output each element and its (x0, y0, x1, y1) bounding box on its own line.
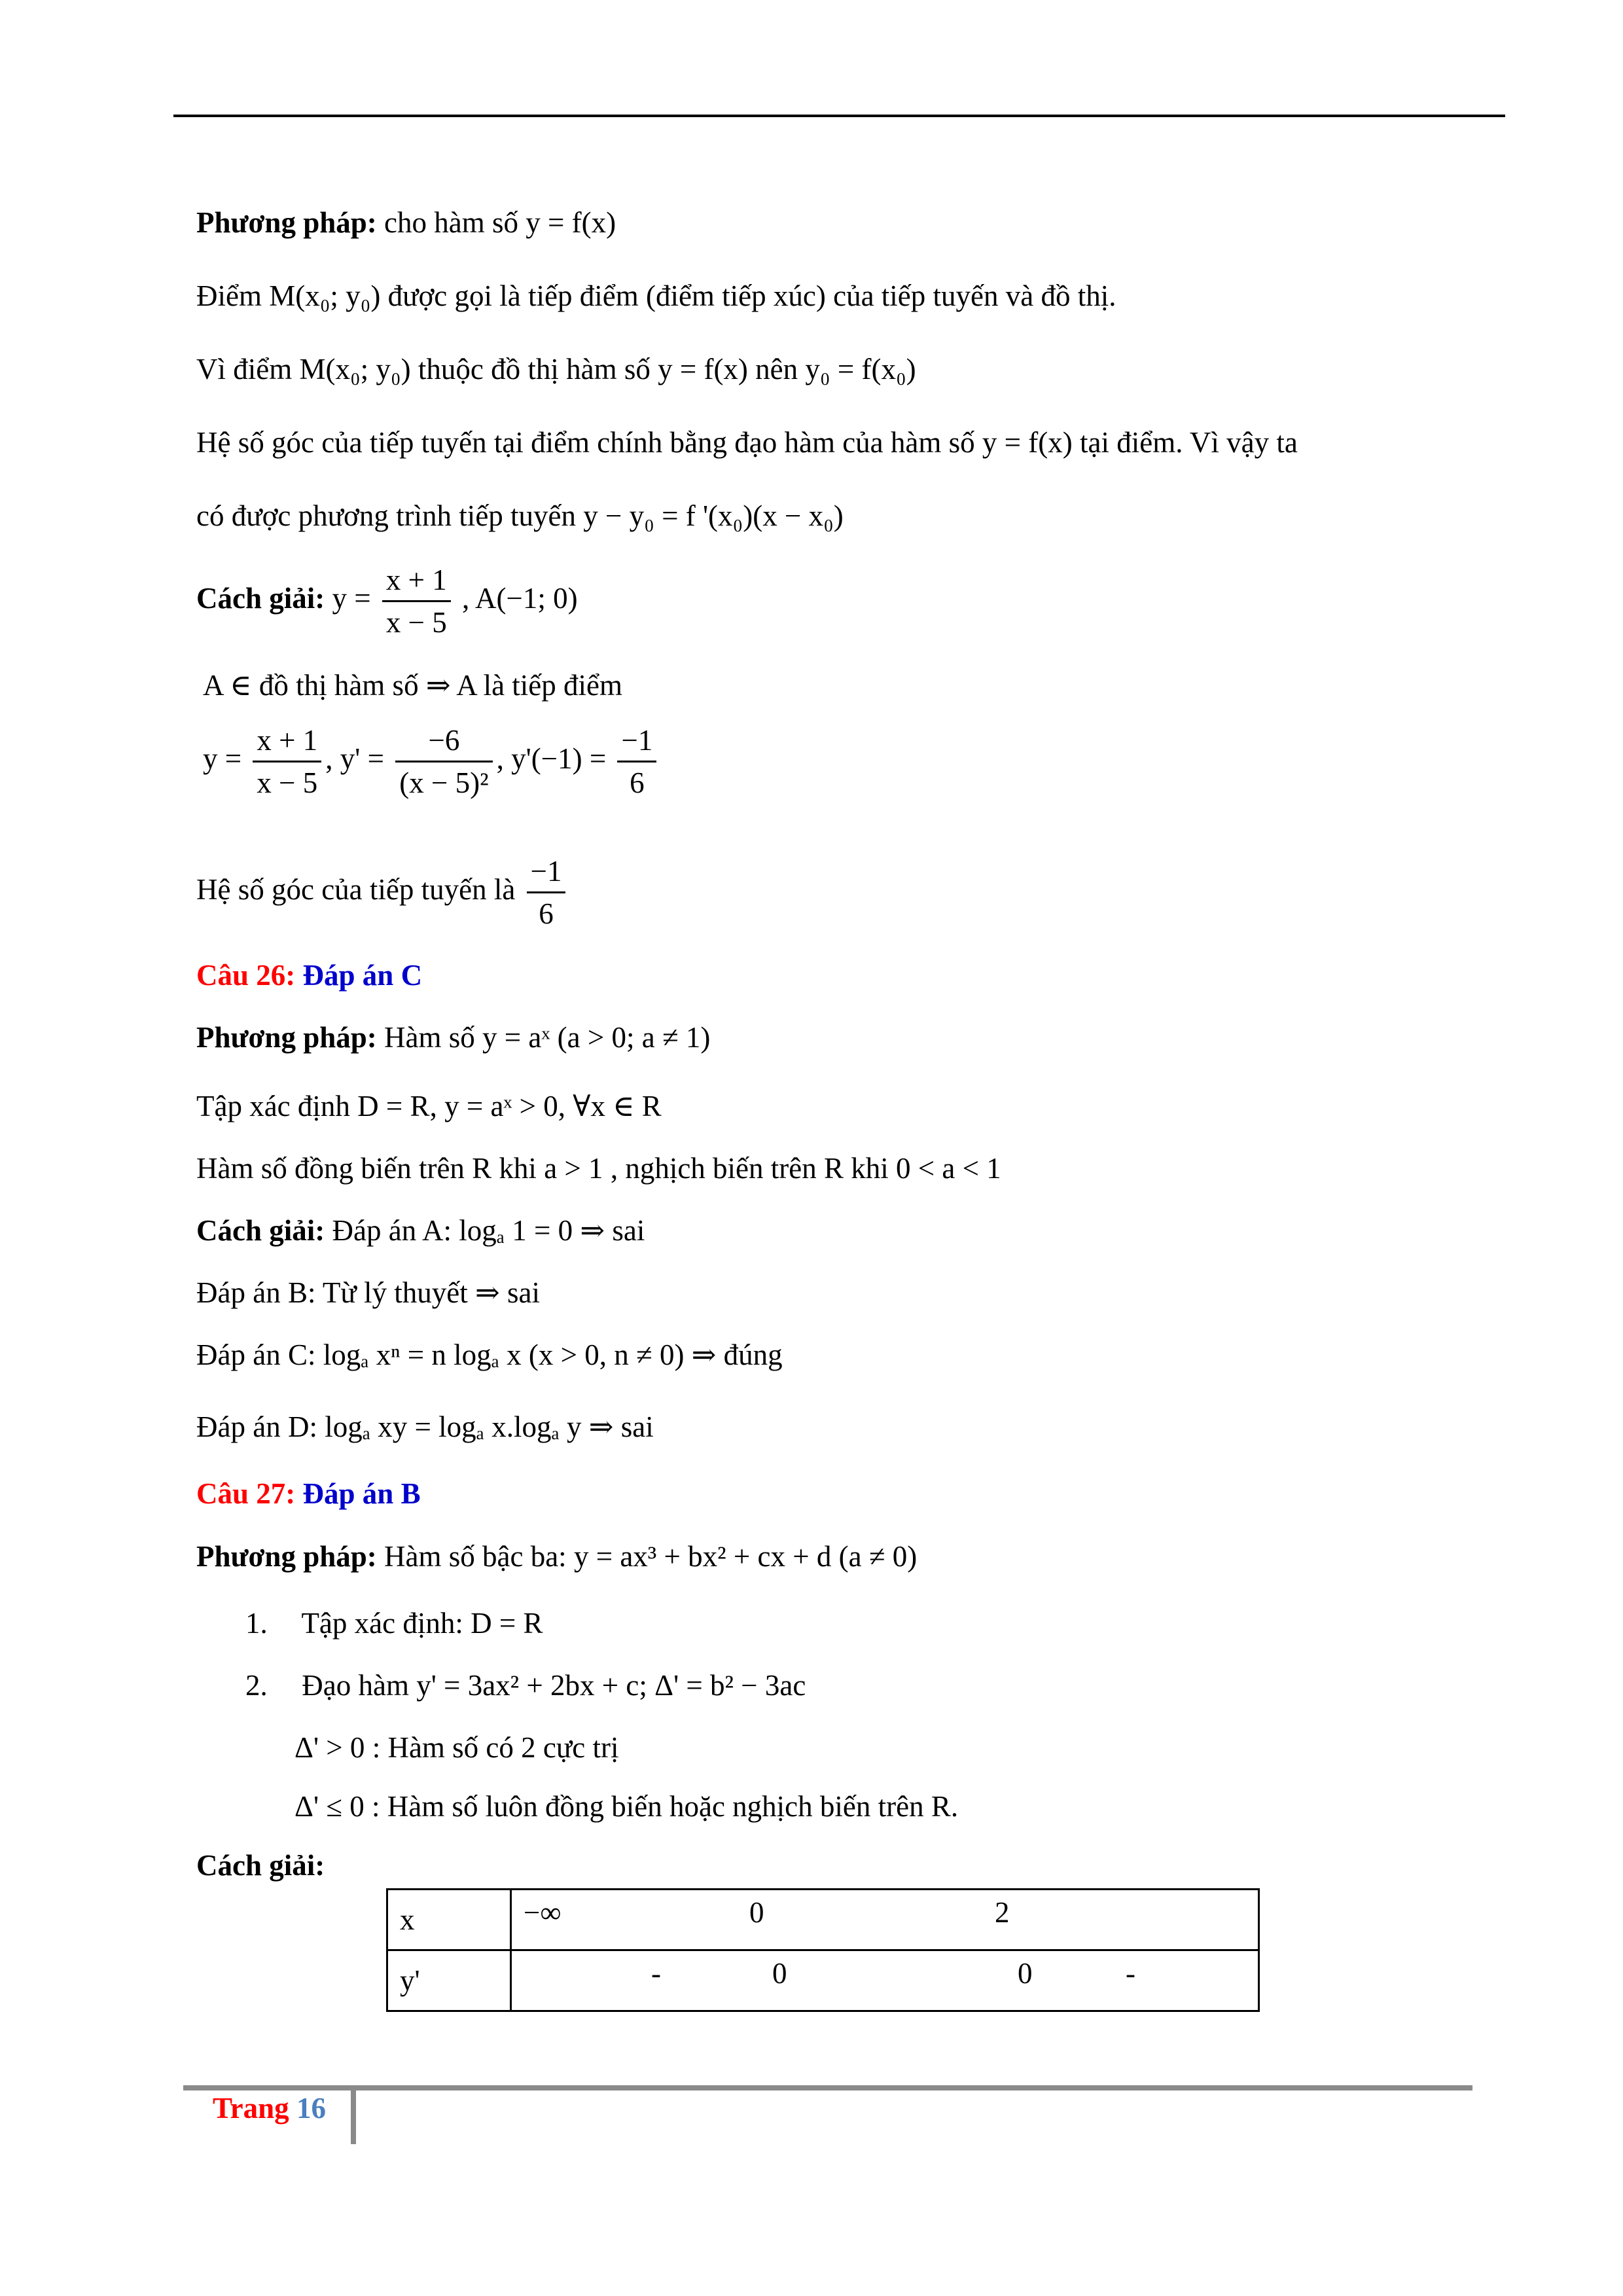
q25-sol-point: , A(−1; 0) (462, 581, 578, 615)
q25-point-text-b: được gọi là tiếp điểm (điểm tiếp xúc) của tiếp tuyến và đồ thị. (387, 279, 1116, 312)
q25-derivative-line: y = $\frac{x + 1}{x - 5}$ , y' = $\frac{-6}{\text{(x − 5)²}}$ , y'(−1) = $\frac{-1}{6}$ (203, 720, 660, 803)
q26-heading (196, 956, 422, 995)
q25-since-M: M(x₀; y₀) (299, 353, 411, 386)
q26-method-expr: y = aˣ (a > 0; a ≠ 1) (482, 1021, 711, 1054)
q26-optC-expr: logₐ xⁿ = n logₐ x (x > 0, n ≠ 0) ⇒ (323, 1338, 717, 1371)
table-cell-x-values (511, 1890, 1259, 1950)
q26-optB-arrow: ⇒ (475, 1276, 500, 1309)
q25-belongs-b: đồ thị hàm số (259, 669, 419, 702)
q25-deriv-fraction-1 (253, 720, 321, 803)
q26-mono-cond1: a > 1 (544, 1152, 603, 1185)
header-rule (173, 115, 1505, 117)
q27-solution-label: Cách giải: (196, 1849, 325, 1882)
q26-optD-expr: logₐ xy = logₐ x.logₐ y ⇒ (325, 1410, 614, 1443)
q25-since-a: Vì điểm (196, 353, 293, 386)
q25-method-fx: y = f(x) (526, 206, 616, 239)
q27-heading-answer: Đáp án B (302, 1477, 421, 1510)
q27-method-text: Hàm số bậc ba: (384, 1540, 567, 1573)
q25-deriv-fraction-3 (617, 720, 656, 803)
table-yprime-value: - (651, 1957, 661, 1990)
q25-deriv-fraction-2 (395, 720, 492, 803)
q26-option-a-line (196, 1211, 645, 1250)
q27-case1-text: : Hàm số có 2 cực trị (372, 1731, 619, 1764)
table-cell-yprime-label (387, 1950, 511, 2011)
q25-since-b: thuộc đồ thị hàm số (418, 353, 651, 386)
q27-case2-expr: Δ' ≤ 0 (294, 1790, 365, 1823)
q27-case-1 (294, 1728, 618, 1767)
q26-option-b-line (196, 1273, 540, 1312)
q25-slope-den: 6 (527, 891, 566, 934)
q26-optD-verdict: sai (620, 1410, 654, 1443)
table-row-yprime (387, 1950, 1259, 2011)
q25-belongs-a: A ∈ (203, 669, 252, 702)
q25-slope-line (196, 423, 1298, 462)
q25-point-line (196, 276, 1116, 315)
q26-heading-answer: Đáp án C (302, 959, 423, 992)
q26-option-c-line (196, 1335, 783, 1374)
q26-method-text: Hàm số (384, 1021, 475, 1054)
q26-option-d-line (196, 1407, 654, 1446)
q27-method-label: Phương pháp: (196, 1540, 377, 1573)
table-row-x (387, 1890, 1259, 1950)
q25-deriv-den1: x − 5 (253, 761, 321, 803)
q25-point-text-a: Điểm (196, 279, 262, 312)
q25-deriv-y1: y' = (340, 742, 385, 775)
q25-deriv-den3: 6 (617, 761, 656, 803)
q27-item1-num: 1. (245, 1607, 268, 1640)
q25-deriv-y: y = (203, 742, 242, 775)
q25-slope-a: Hệ số góc của tiếp tuyến tại điểm chính bằng đạo hàm của hàm số (196, 426, 975, 459)
q26-optC-verdict: đúng (723, 1338, 783, 1371)
page-number-value: 16 (296, 2092, 326, 2125)
q27-item2-expr: y' = 3ax² + 2bx + c; Δ' = b² − 3ac (416, 1669, 806, 1702)
q27-case2-text: : Hàm số luôn đồng biến hoặc nghịch biến trên R. (372, 1790, 959, 1823)
q27-item2-text: Đạo hàm (302, 1669, 409, 1702)
page-number-label: Trang (213, 2092, 289, 2125)
q25-slope-b: tại điểm. Vì vậy ta (1080, 426, 1298, 459)
q27-heading (196, 1474, 421, 1513)
q25-deriv-num2: −6 (428, 724, 460, 757)
q27-method-line (196, 1537, 917, 1576)
q27-item1-expr: D = R (471, 1607, 543, 1640)
q27-solution-line (196, 1846, 325, 1885)
q25-slope-result-fraction (527, 851, 566, 934)
q27-item1-text: Tập xác định: (301, 1607, 463, 1640)
table-x-value: −∞ (524, 1896, 562, 1929)
q25-slope-num: −1 (530, 855, 562, 888)
q26-optD-label: Đáp án D: (196, 1410, 317, 1443)
table-cell-x-label (387, 1890, 511, 1950)
variation-table (386, 1888, 1260, 2012)
q27-case1-expr: Δ' > 0 (294, 1731, 365, 1764)
q25-point-M: M(x₀; y₀) (269, 279, 381, 312)
q25-equation-line (196, 496, 844, 535)
q26-monotonic-line (196, 1149, 1001, 1188)
q26-optA-verdict: sai (612, 1214, 645, 1247)
q26-optB-label: Đáp án B: (196, 1276, 316, 1309)
q26-domain-text: Tập xác định (196, 1090, 350, 1122)
q27-item2-num: 2. (245, 1669, 268, 1702)
q26-mono-a: Hàm số đồng biến trên R khi (196, 1152, 537, 1185)
q25-since-eq: y₀ = f(x₀) (805, 353, 916, 386)
q25-belongs-c: ⇒ A là tiếp điểm (425, 669, 622, 702)
table-yprime-value: - (1126, 1957, 1135, 1990)
q27-item-1 (245, 1604, 543, 1643)
q26-optA-label: Đáp án A: (332, 1214, 452, 1247)
q26-mono-cond2: 0 < a < 1 (896, 1152, 1001, 1185)
table-yprime-label: y' (400, 1964, 420, 1997)
table-x-value: 2 (995, 1896, 1010, 1929)
q26-method-line (196, 1018, 710, 1057)
q25-since-line (196, 350, 916, 389)
footer-divider (351, 2085, 356, 2144)
q25-deriv-y2: , y'(−1) = (496, 742, 607, 775)
q27-heading-question: Câu 27: (196, 1477, 296, 1510)
q27-item-2 (245, 1666, 806, 1705)
q26-optC-label: Đáp án C: (196, 1338, 316, 1371)
q26-domain-line (196, 1086, 662, 1126)
q26-optB-text: Từ lý thuyết (322, 1276, 468, 1309)
q25-sol-den: x − 5 (382, 600, 451, 643)
table-yprime-value: 0 (1018, 1957, 1033, 1990)
q26-method-label: Phương pháp: (196, 1021, 377, 1054)
q25-method-text: cho hàm số (384, 206, 518, 239)
q25-eq-a: có được phương trình tiếp tuyến (196, 499, 577, 532)
q25-deriv-den2: (x − 5)² (395, 761, 492, 803)
table-cell-yprime-values (511, 1950, 1259, 2011)
q25-belongs-line (203, 666, 622, 705)
q25-slope-result-line (196, 851, 569, 934)
page-number (213, 2091, 326, 2125)
q25-sol-fraction (382, 560, 451, 643)
q25-since-c: nên (755, 353, 798, 386)
q27-case-2 (294, 1787, 958, 1826)
q25-slope-fx: y = f(x) (982, 426, 1073, 459)
q26-solution-label: Cách giải: (196, 1214, 325, 1247)
q25-since-fx: y = f(x) (658, 353, 748, 386)
q25-sol-num: x + 1 (385, 564, 447, 596)
q25-slope-result-text: Hệ số góc của tiếp tuyến là (196, 872, 516, 906)
table-x-value: 0 (749, 1896, 764, 1929)
q26-heading-question: Câu 26: (196, 959, 296, 992)
q26-optB-verdict: sai (507, 1276, 540, 1309)
q26-optA-expr: logₐ 1 = 0 ⇒ (459, 1214, 605, 1247)
q26-domain-expr: D = R, y = aˣ > 0, ∀x ∈ R (357, 1090, 662, 1122)
q27-method-expr: y = ax³ + bx² + cx + d (a ≠ 0) (573, 1540, 918, 1573)
q25-solution-label: Cách giải: (196, 581, 325, 615)
q25-deriv-num1: x + 1 (257, 724, 318, 757)
q25-eq-b: y − y₀ = f '(x₀)(x − x₀) (583, 499, 844, 532)
q25-method-label: Phương pháp: (196, 206, 377, 239)
q26-mono-b: , nghịch biến trên R khi (610, 1152, 889, 1185)
q25-solution-line (196, 560, 578, 643)
table-yprime-value: 0 (772, 1957, 787, 1990)
table-x-label: x (400, 1903, 415, 1936)
q25-deriv-num3: −1 (621, 724, 653, 757)
q25-method-line (196, 203, 616, 242)
q25-sol-y: y = (332, 581, 371, 615)
footer-rule (183, 2085, 1472, 2090)
